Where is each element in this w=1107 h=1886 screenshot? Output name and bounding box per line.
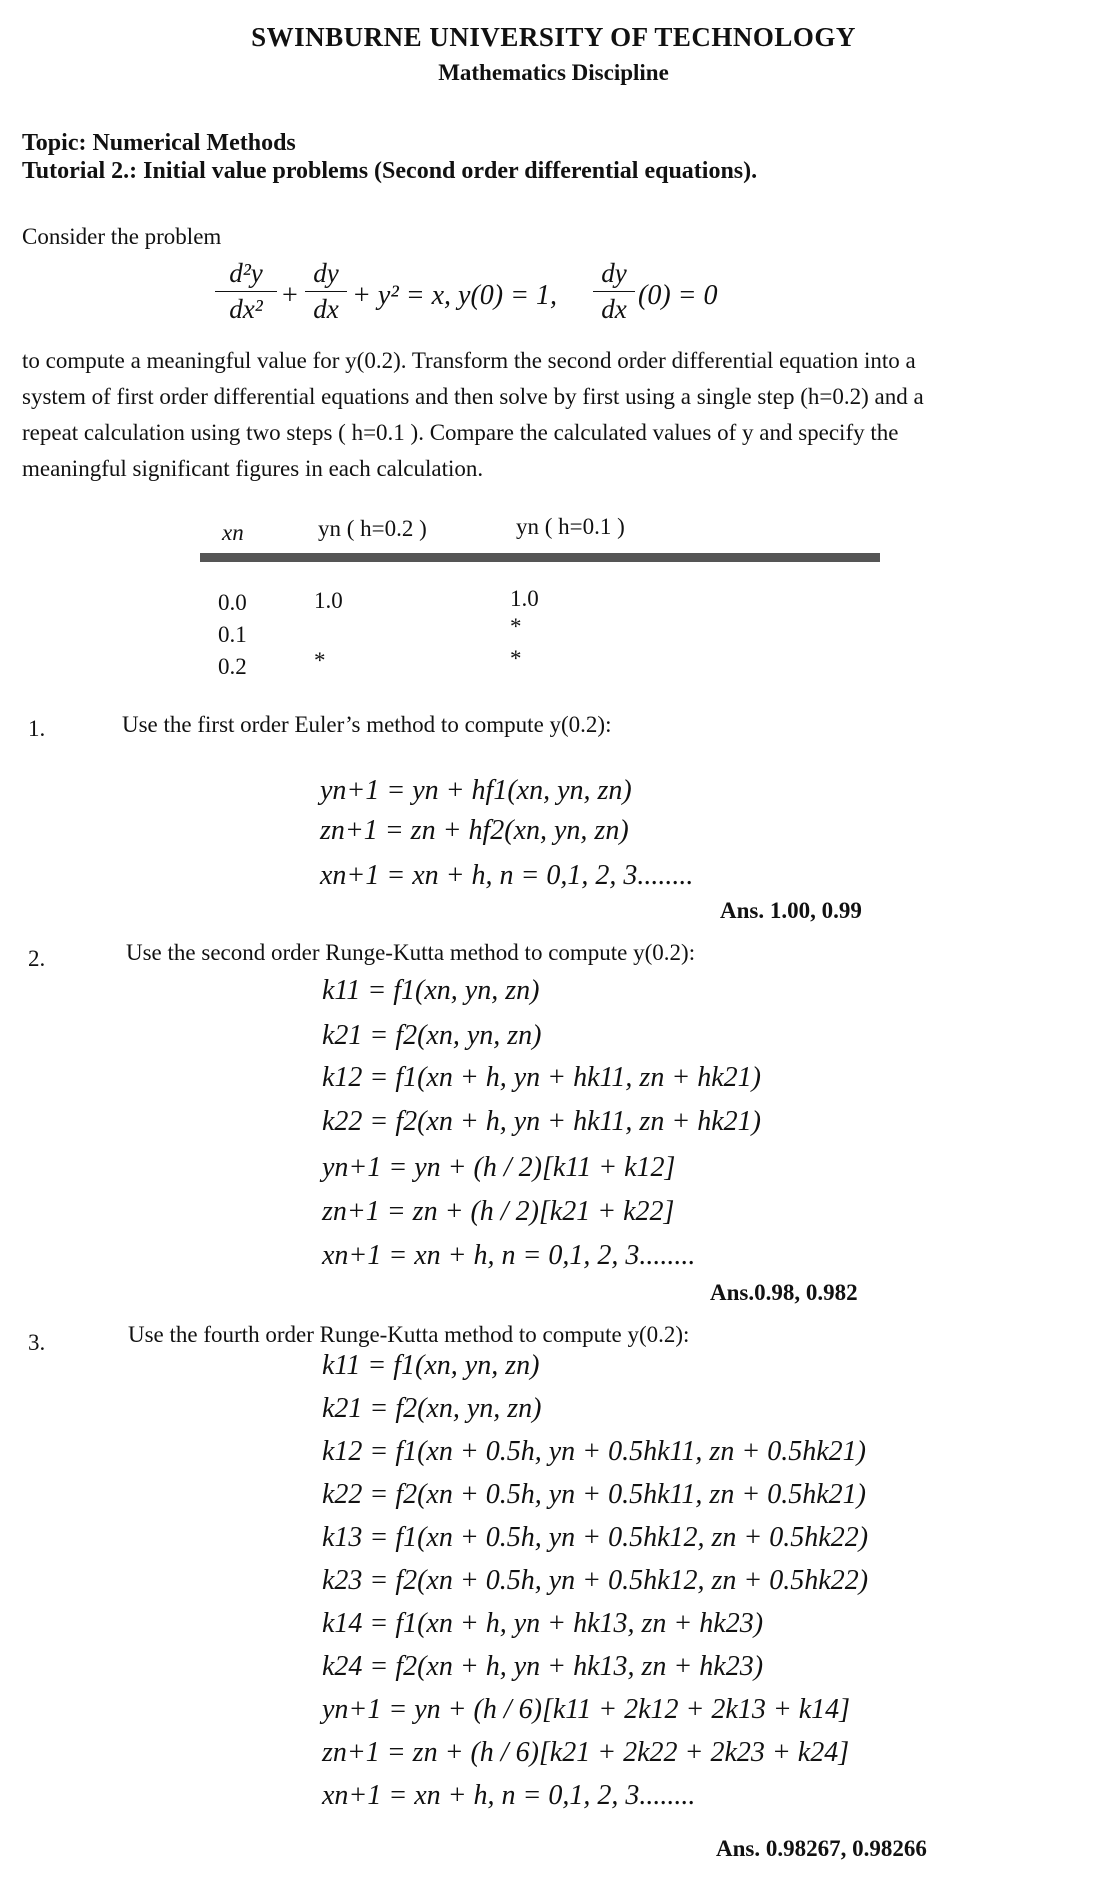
- question-number: 2.: [28, 946, 46, 971]
- fraction-dy-dx: [305, 258, 347, 325]
- table-cell: 1.0: [510, 586, 539, 611]
- equation-line: yn+1 = yn + (h / 2)[k11 + k12]: [322, 1152, 676, 1183]
- table-cell: 0.2: [218, 654, 247, 679]
- equation-line: xn+1 = xn + h, n = 0,1, 2, 3........: [322, 1780, 696, 1811]
- equation-line: zn+1 = zn + (h / 6)[k21 + 2k22 + 2k23 + k24]: [322, 1737, 850, 1768]
- table-cell: 0.0: [218, 590, 247, 615]
- discipline-subtitle: Mathematics Discipline: [438, 60, 669, 85]
- fraction-numerator: dy: [601, 258, 627, 288]
- equation-line: zn+1 = zn + hf2(xn, yn, zn): [320, 815, 629, 846]
- fraction-denominator: dx: [601, 294, 627, 324]
- problem-paragraph-line: meaningful significant figures in each calculation.: [22, 456, 484, 481]
- equation-line: yn+1 = yn + (h / 6)[k11 + 2k12 + 2k13 + k14]: [322, 1694, 851, 1725]
- equation-line: xn+1 = xn + h, n = 0,1, 2, 3........: [320, 860, 694, 891]
- answer-label: Ans. 0.98267, 0.98266: [716, 1836, 927, 1861]
- question-text: Use the second order Runge-Kutta method to compute y(0.2):: [126, 940, 696, 965]
- equation-line: k21 = f2(xn, yn, zn): [322, 1393, 542, 1424]
- table-header-yn-h02: yn ( h=0.2 ): [318, 516, 427, 541]
- answer-label: Ans. 1.00, 0.99: [720, 898, 862, 923]
- problem-paragraph-line: to compute a meaningful value for y(0.2). Transform the second order differential equation into a: [22, 348, 916, 373]
- ode-rhs: + y² = x, y(0) = 1,: [352, 280, 558, 311]
- fraction-numerator: d²y: [229, 258, 263, 288]
- equation-line: k11 = f1(xn, yn, zn): [322, 1350, 540, 1381]
- problem-intro: Consider the problem: [22, 224, 222, 249]
- answer-label: Ans.0.98, 0.982: [710, 1280, 858, 1305]
- table-header-xn: xn: [222, 520, 244, 545]
- table-divider: [200, 553, 880, 562]
- fraction-bar: [215, 291, 277, 292]
- equation-line: k11 = f1(xn, yn, zn): [322, 975, 540, 1006]
- table-cell: *: [510, 614, 522, 639]
- problem-paragraph-line: repeat calculation using two steps ( h=0.1 ). Compare the calculated values of y and specify the: [22, 420, 899, 445]
- equation-line: zn+1 = zn + (h / 2)[k21 + k22]: [322, 1196, 675, 1227]
- table-cell: *: [314, 648, 326, 673]
- equation-line: k13 = f1(xn + 0.5h, yn + 0.5hk12, zn + 0.5hk22): [322, 1522, 869, 1553]
- question-number: 1.: [28, 716, 46, 741]
- equation-line: yn+1 = yn + hf1(xn, yn, zn): [320, 775, 632, 806]
- fraction-dy-dx-ic: [593, 258, 635, 325]
- topic-heading: Topic: Numerical Methods: [22, 130, 296, 156]
- table-cell: 0.1: [218, 622, 247, 647]
- fraction-d2y-dx2: [215, 258, 277, 325]
- table-cell: *: [510, 646, 522, 671]
- table-header-yn-h01: yn ( h=0.1 ): [516, 514, 625, 539]
- question-number: 3.: [28, 1330, 46, 1355]
- equation-line: k22 = f2(xn + 0.5h, yn + 0.5hk11, zn + 0.5hk21): [322, 1479, 866, 1510]
- problem-paragraph-line: system of first order differential equations and then solve by first using a single step (h=0.2) and a: [22, 384, 924, 409]
- fraction-numerator: dy: [313, 258, 339, 288]
- equation-line: k14 = f1(xn + h, yn + hk13, zn + hk23): [322, 1608, 764, 1639]
- equation-line: k23 = f2(xn + 0.5h, yn + 0.5hk12, zn + 0.5hk22): [322, 1565, 869, 1596]
- equation-line: xn+1 = xn + h, n = 0,1, 2, 3........: [322, 1240, 696, 1271]
- tutorial-heading: Tutorial 2.: Initial value problems (Second order differential equations).: [22, 158, 758, 184]
- question-text: Use the first order Euler’s method to compute y(0.2):: [122, 712, 612, 737]
- university-title: SWINBURNE UNIVERSITY OF TECHNOLOGY: [251, 22, 856, 52]
- initial-condition: (0) = 0: [638, 280, 718, 311]
- fraction-bar: [593, 291, 635, 292]
- question-text: Use the fourth order Runge-Kutta method to compute y(0.2):: [128, 1322, 690, 1347]
- fraction-denominator: dx²: [229, 294, 263, 324]
- plus-sign: +: [282, 280, 298, 311]
- table-cell: 1.0: [314, 588, 343, 613]
- equation-line: k21 = f2(xn, yn, zn): [322, 1020, 542, 1051]
- fraction-bar: [305, 291, 347, 292]
- equation-line: k22 = f2(xn + h, yn + hk11, zn + hk21): [322, 1106, 761, 1137]
- equation-line: k12 = f1(xn + h, yn + hk11, zn + hk21): [322, 1062, 761, 1093]
- fraction-denominator: dx: [313, 294, 339, 324]
- equation-line: k12 = f1(xn + 0.5h, yn + 0.5hk11, zn + 0.5hk21): [322, 1436, 866, 1467]
- equation-line: k24 = f2(xn + h, yn + hk13, zn + hk23): [322, 1651, 764, 1682]
